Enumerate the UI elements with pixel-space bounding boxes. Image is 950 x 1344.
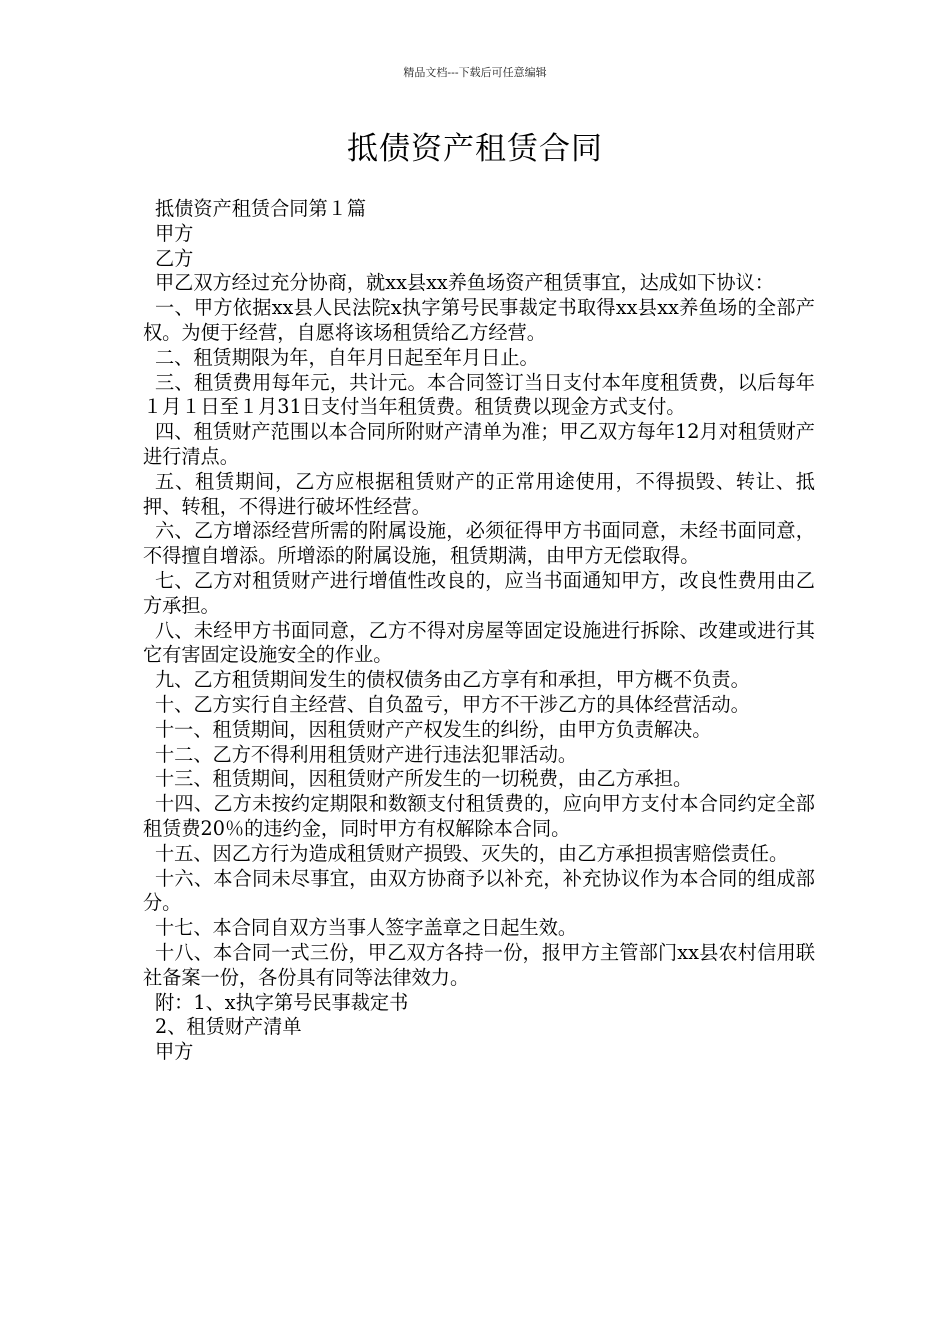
paragraph-1-text: 抵债资产租赁合同第１篇 — [155, 197, 367, 220]
paragraph-12 — [143, 619, 815, 669]
paragraph-25-text: 甲方 — [155, 1040, 194, 1064]
document-body — [143, 197, 815, 1065]
document-title: 抵债资产租赁合同 — [347, 131, 603, 167]
paragraph-1 — [143, 197, 815, 222]
paragraph-23-text: 附：1、x执字第号民事裁定书 — [155, 990, 409, 1014]
paragraph-24 — [143, 1015, 815, 1040]
paragraph-3-text: 乙方 — [155, 246, 194, 270]
paragraph-2-text: 甲方 — [155, 221, 194, 245]
paragraph-17 — [143, 767, 815, 792]
paragraph-10-text: 六、乙方增添经营所需的附属设施，必须征得甲方书面同意，未经书面同意，不得擅自增添。所增添的附属设施，租赁期满，由甲方无偿取得。 — [143, 519, 815, 568]
page-header: 精品文档---下载后可任意编辑 — [403, 66, 547, 79]
paragraph-18 — [143, 792, 815, 842]
paragraph-21 — [143, 916, 815, 941]
paragraph-16-text: 十二、乙方不得利用租赁财产进行违法犯罪活动。 — [155, 742, 578, 766]
paragraph-17-text: 十三、租赁期间，因租赁财产所发生的一切税费，由乙方承担。 — [155, 767, 693, 791]
paragraph-4 — [143, 271, 815, 296]
paragraph-19-text: 十五、因乙方行为造成租赁财产损毁、灭失的，由乙方承担损害赔偿责任。 — [155, 841, 789, 865]
paragraph-7-text: 三、租赁费用每年元，共计元。本合同签订当日支付本年度租赁费，以后每年１月１日至１月31日支付当年租赁费。租赁费以现金方式支付。 — [143, 370, 815, 419]
paragraph-20 — [143, 867, 815, 917]
paragraph-16 — [143, 743, 815, 768]
paragraph-8-text: 四、租赁财产范围以本合同所附财产清单为准；甲乙双方每年12月对租赁财产进行清点。 — [143, 420, 815, 468]
paragraph-22-text: 十八、本合同一式三份，甲乙双方各持一份，报甲方主管部门xx县农村信用联社备案一份，各份具有同等法律效力。 — [143, 940, 815, 989]
paragraph-14 — [143, 693, 815, 718]
paragraph-19 — [143, 842, 815, 867]
paragraph-9-text: 五、租赁期间，乙方应根据租赁财产的正常用途使用，不得损毁、转让、抵押、转租，不得进行破坏性经营。 — [143, 469, 815, 518]
paragraph-6-text: 二、租赁期限为年，自年月日起至年月日止。 — [155, 345, 539, 369]
paragraph-4-text: 甲乙双方经过充分协商，就xx县xx养鱼场资产租赁事宜，达成如下协议： — [155, 271, 774, 295]
paragraph-6 — [143, 346, 815, 371]
paragraph-13 — [143, 668, 815, 693]
paragraph-14-text: 十、乙方实行自主经营、自负盈亏，甲方不干涉乙方的具体经营活动。 — [155, 692, 750, 716]
paragraph-3 — [143, 247, 815, 272]
paragraph-5 — [143, 296, 815, 346]
paragraph-25 — [143, 1040, 815, 1065]
paragraph-24-text: 2、租赁财产清单 — [155, 1015, 302, 1039]
paragraph-11 — [143, 569, 815, 619]
paragraph-5-text: 一、甲方依据xx县人民法院x执字第号民事裁定书取得xx县xx养鱼场的全部产权。为便于经营，自愿将该场租赁给乙方经营。 — [143, 296, 815, 344]
paragraph-23 — [143, 991, 815, 1016]
paragraph-22 — [143, 941, 815, 991]
paragraph-9 — [143, 470, 815, 520]
paragraph-7 — [143, 371, 815, 421]
paragraph-21-text: 十七、本合同自双方当事人签字盖章之日起生效。 — [155, 916, 578, 940]
paragraph-12-text: 八、未经甲方书面同意，乙方不得对房屋等固定设施进行拆除、改建或进行其它有害固定设施安全的作业。 — [143, 618, 815, 667]
paragraph-18-text: 十四、乙方未按约定期限和数额支付租赁费的，应向甲方支付本合同约定全部租赁费20％的违约金，同时甲方有权解除本合同。 — [143, 792, 815, 840]
paragraph-2 — [143, 222, 815, 247]
paragraph-15 — [143, 718, 815, 743]
paragraph-11-text: 七、乙方对租赁财产进行增值性改良的，应当书面通知甲方，改良性费用由乙方承担。 — [143, 568, 815, 617]
paragraph-15-text: 十一、租赁期间，因租赁财产产权发生的纠纷，由甲方负责解决。 — [155, 717, 712, 741]
paragraph-8 — [143, 420, 815, 470]
paragraph-20-text: 十六、本合同未尽事宜，由双方协商予以补充，补充协议作为本合同的组成部分。 — [143, 866, 815, 915]
paragraph-13-text: 九、乙方租赁期间发生的债权债务由乙方享有和承担，甲方概不负责。 — [155, 668, 750, 692]
paragraph-10 — [143, 519, 815, 569]
